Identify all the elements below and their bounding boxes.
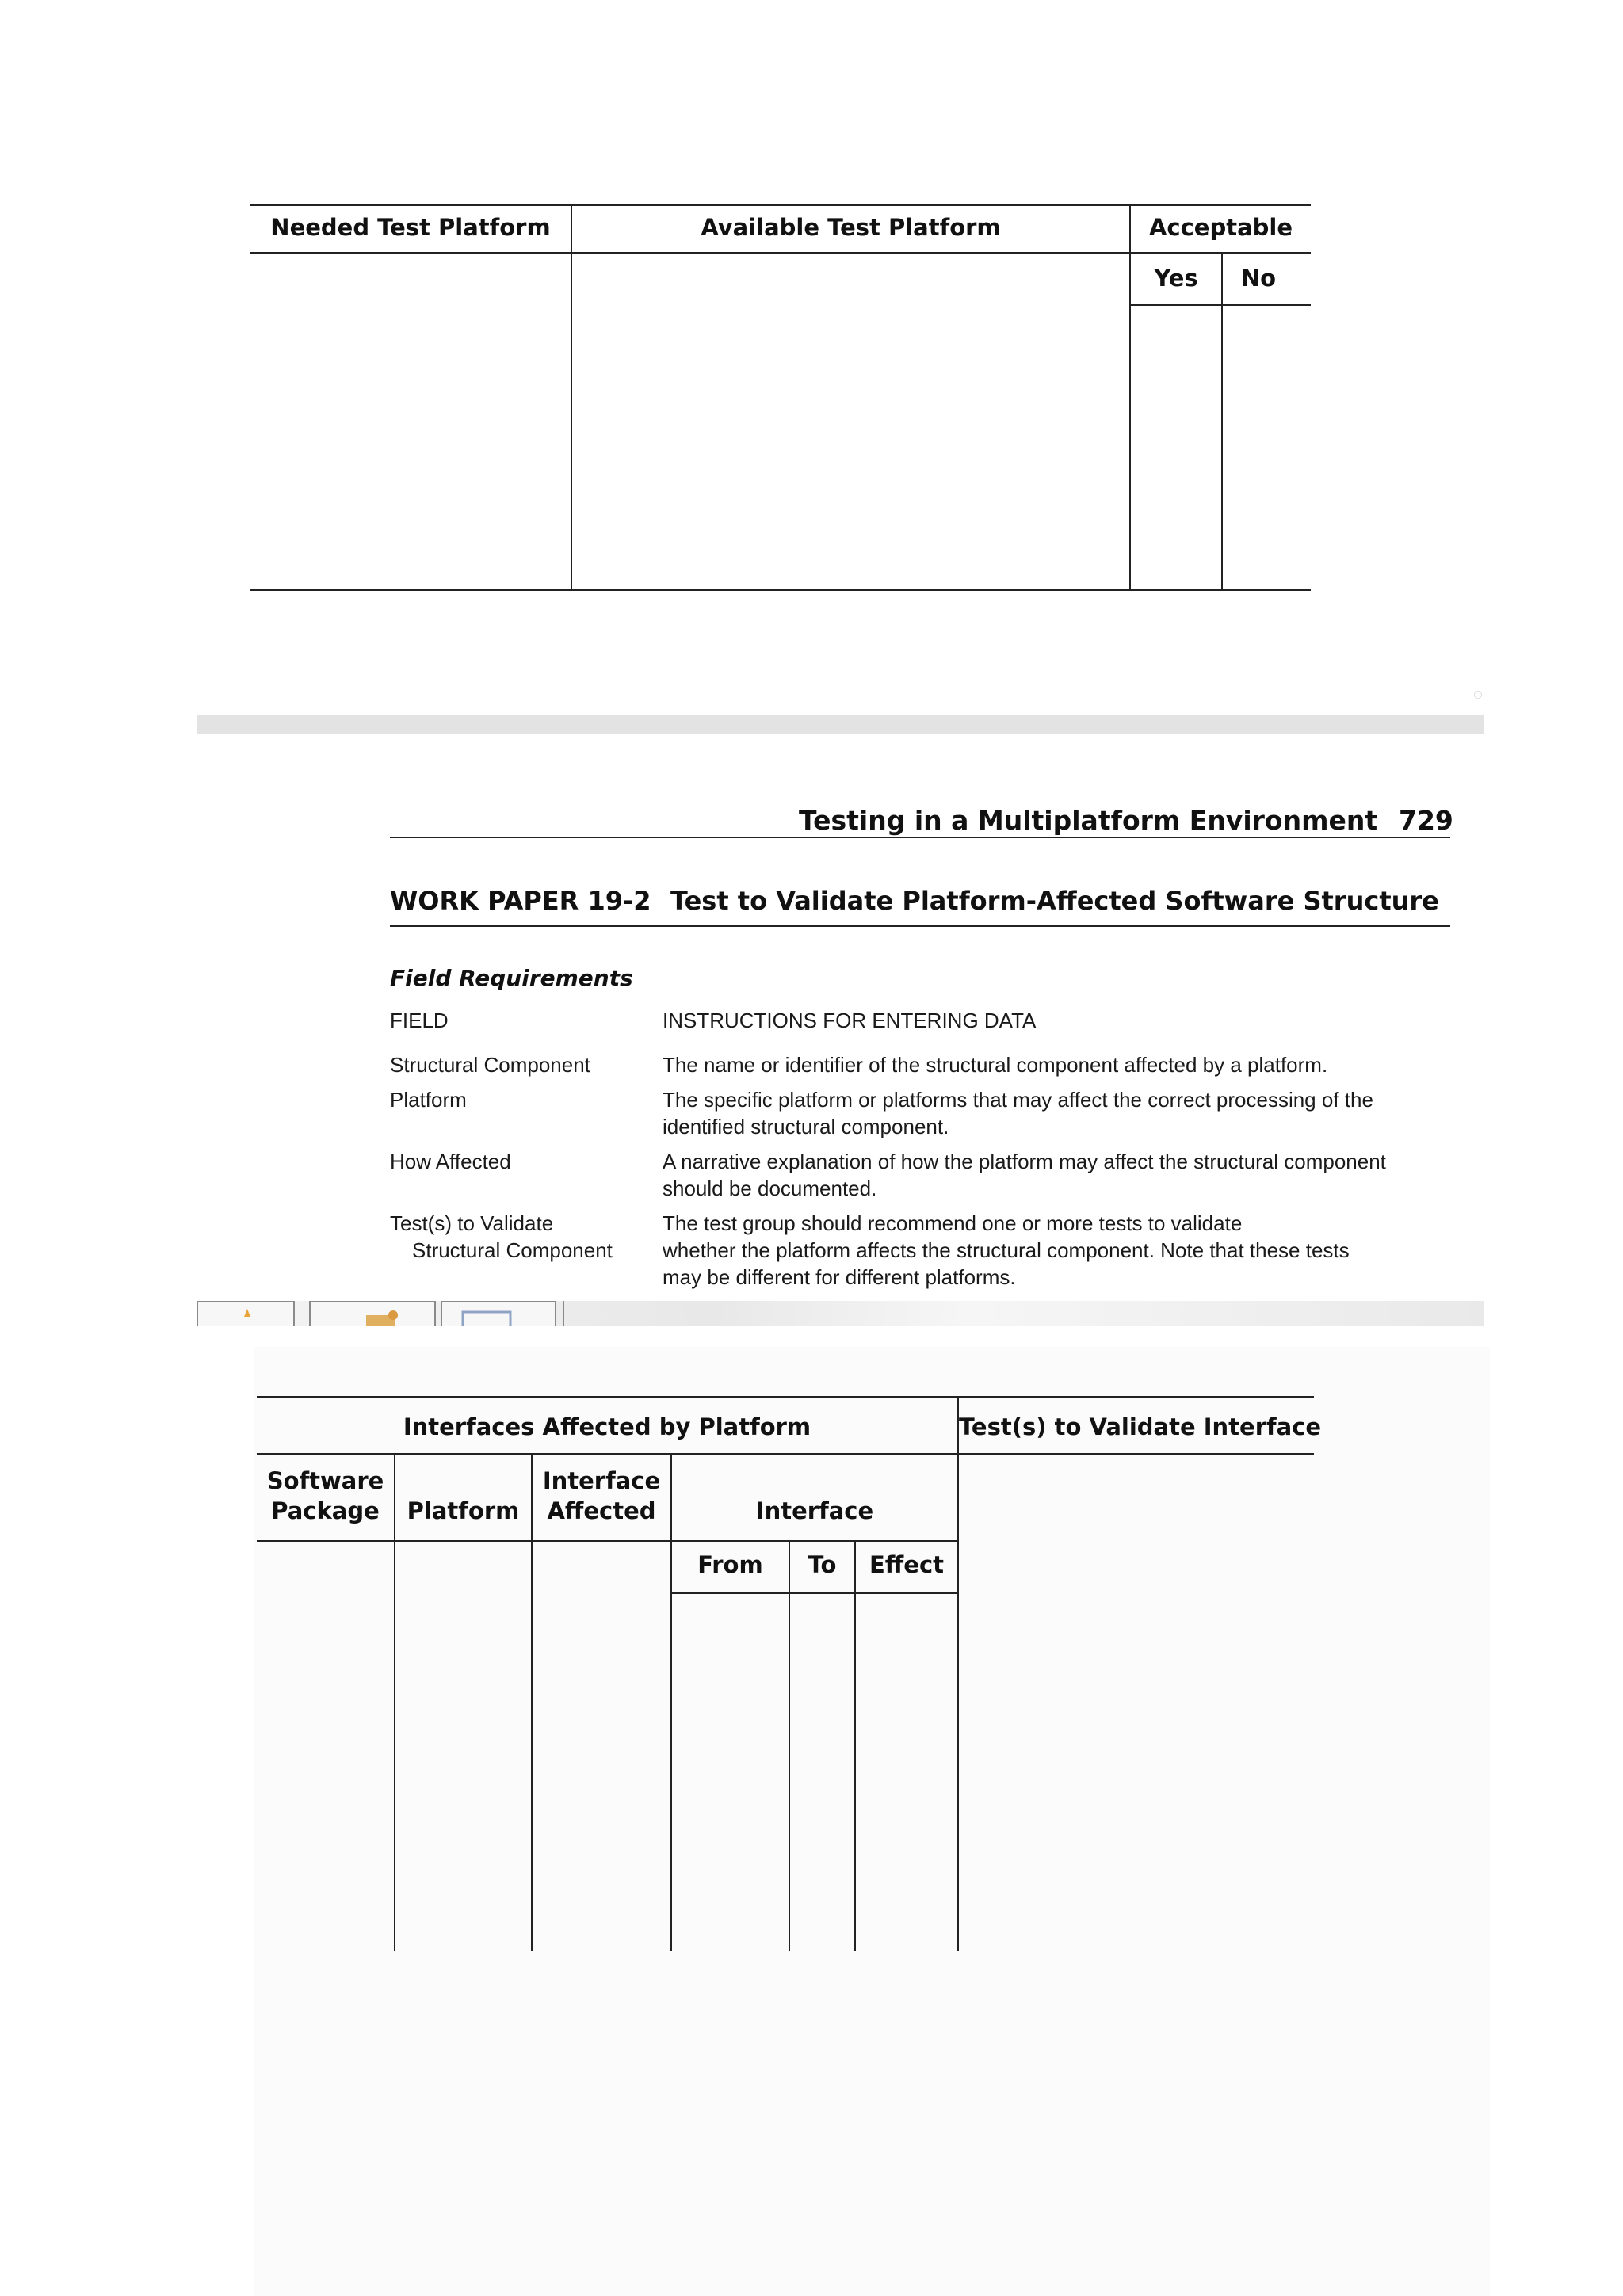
instructions-column-header: INSTRUCTIONS FOR ENTERING DATA	[663, 1009, 1037, 1032]
table2-divider-right	[957, 1396, 959, 1951]
table1-header-rule	[250, 252, 1311, 254]
taskbar-button[interactable]	[197, 1301, 295, 1326]
field-tests-to-validate: Test(s) to Validate	[390, 1211, 554, 1235]
running-title-rule	[390, 837, 1450, 838]
table2-interface-sub-rule	[672, 1592, 959, 1594]
package-header: Package	[271, 1497, 380, 1524]
instruction-line: whether the platform affects the structural component. Note that these tests	[663, 1238, 1350, 1262]
no-header: No	[1240, 265, 1277, 292]
yes-header: Yes	[1154, 265, 1198, 292]
work-paper-rule	[390, 925, 1450, 927]
field-column-header: FIELD	[390, 1009, 449, 1032]
needed-test-platform-header: Needed Test Platform	[270, 214, 551, 241]
instruction-line: The name or identifier of the structural component affected by a platform.	[663, 1053, 1328, 1077]
interface-affected-header-line2: Affected	[547, 1497, 656, 1524]
instruction-line: The specific platform or platforms that may affect the correct processing of the	[663, 1088, 1373, 1112]
field-platform: Platform	[390, 1088, 467, 1112]
instruction-line: should be documented.	[663, 1177, 877, 1200]
table1-subheader-rule	[1129, 304, 1311, 306]
available-test-platform-header: Available Test Platform	[701, 214, 1001, 241]
scroll-band	[197, 715, 1484, 734]
from-header: From	[697, 1551, 763, 1578]
taskbar-separator	[563, 1301, 564, 1326]
table1-bottom-rule	[250, 589, 1311, 591]
to-header: To	[808, 1551, 837, 1578]
taskbar-button[interactable]	[309, 1301, 436, 1326]
instruction-line: identified structural component.	[663, 1115, 949, 1138]
table1-top-rule	[250, 204, 1311, 206]
platform-header: Platform	[407, 1497, 520, 1524]
field-how-affected: How Affected	[390, 1150, 511, 1173]
software-header: Software	[266, 1467, 384, 1494]
window-icon	[442, 1302, 555, 1326]
running-title: Testing in a Multiplatform Environment	[799, 805, 1378, 836]
instruction-line: may be different for different platforms.	[663, 1265, 1016, 1289]
table1-divider-3	[1221, 252, 1223, 591]
field-tests-to-validate-line2: Structural Component	[412, 1238, 613, 1262]
field-structural-component: Structural Component	[390, 1053, 590, 1077]
interfaces-affected-header: Interfaces Affected by Platform	[403, 1413, 812, 1440]
folder-icon	[311, 1302, 434, 1326]
acceptable-header: Acceptable	[1148, 214, 1293, 241]
instruction-line: A narrative explanation of how the platform may affect the structural component	[663, 1150, 1386, 1173]
tests-to-validate-interface-header: Test(s) to Validate Interface	[959, 1413, 1322, 1440]
taskbar-button[interactable]	[441, 1301, 556, 1326]
interface-affected-header-line1: Interface	[542, 1467, 661, 1494]
table1-divider-2	[1129, 204, 1131, 591]
effect-header: Effect	[869, 1551, 945, 1578]
table2-header-rule	[257, 1453, 1314, 1455]
table2-divider-1	[394, 1453, 395, 1951]
work-paper-title: Test to Validate Platform-Affected Software Structure	[670, 886, 1439, 916]
table2-divider-5	[854, 1540, 856, 1951]
warning-icon	[198, 1302, 293, 1326]
table2-top-rule	[257, 1396, 1314, 1398]
table2-divider-4	[789, 1540, 790, 1951]
table2-divider-3	[670, 1453, 672, 1951]
faint-background-panel	[254, 1347, 1490, 2296]
interface-header: Interface	[755, 1497, 874, 1524]
table2-divider-2	[531, 1453, 533, 1951]
instruction-line: The test group should recommend one or more tests to validate	[663, 1211, 1243, 1235]
table1-divider-1	[571, 204, 572, 591]
dot-marker	[1474, 691, 1482, 699]
work-paper-label: WORK PAPER 19-2	[390, 886, 651, 916]
page-number: 729	[1399, 805, 1453, 836]
field-requirements-heading: Field Requirements	[390, 965, 633, 991]
